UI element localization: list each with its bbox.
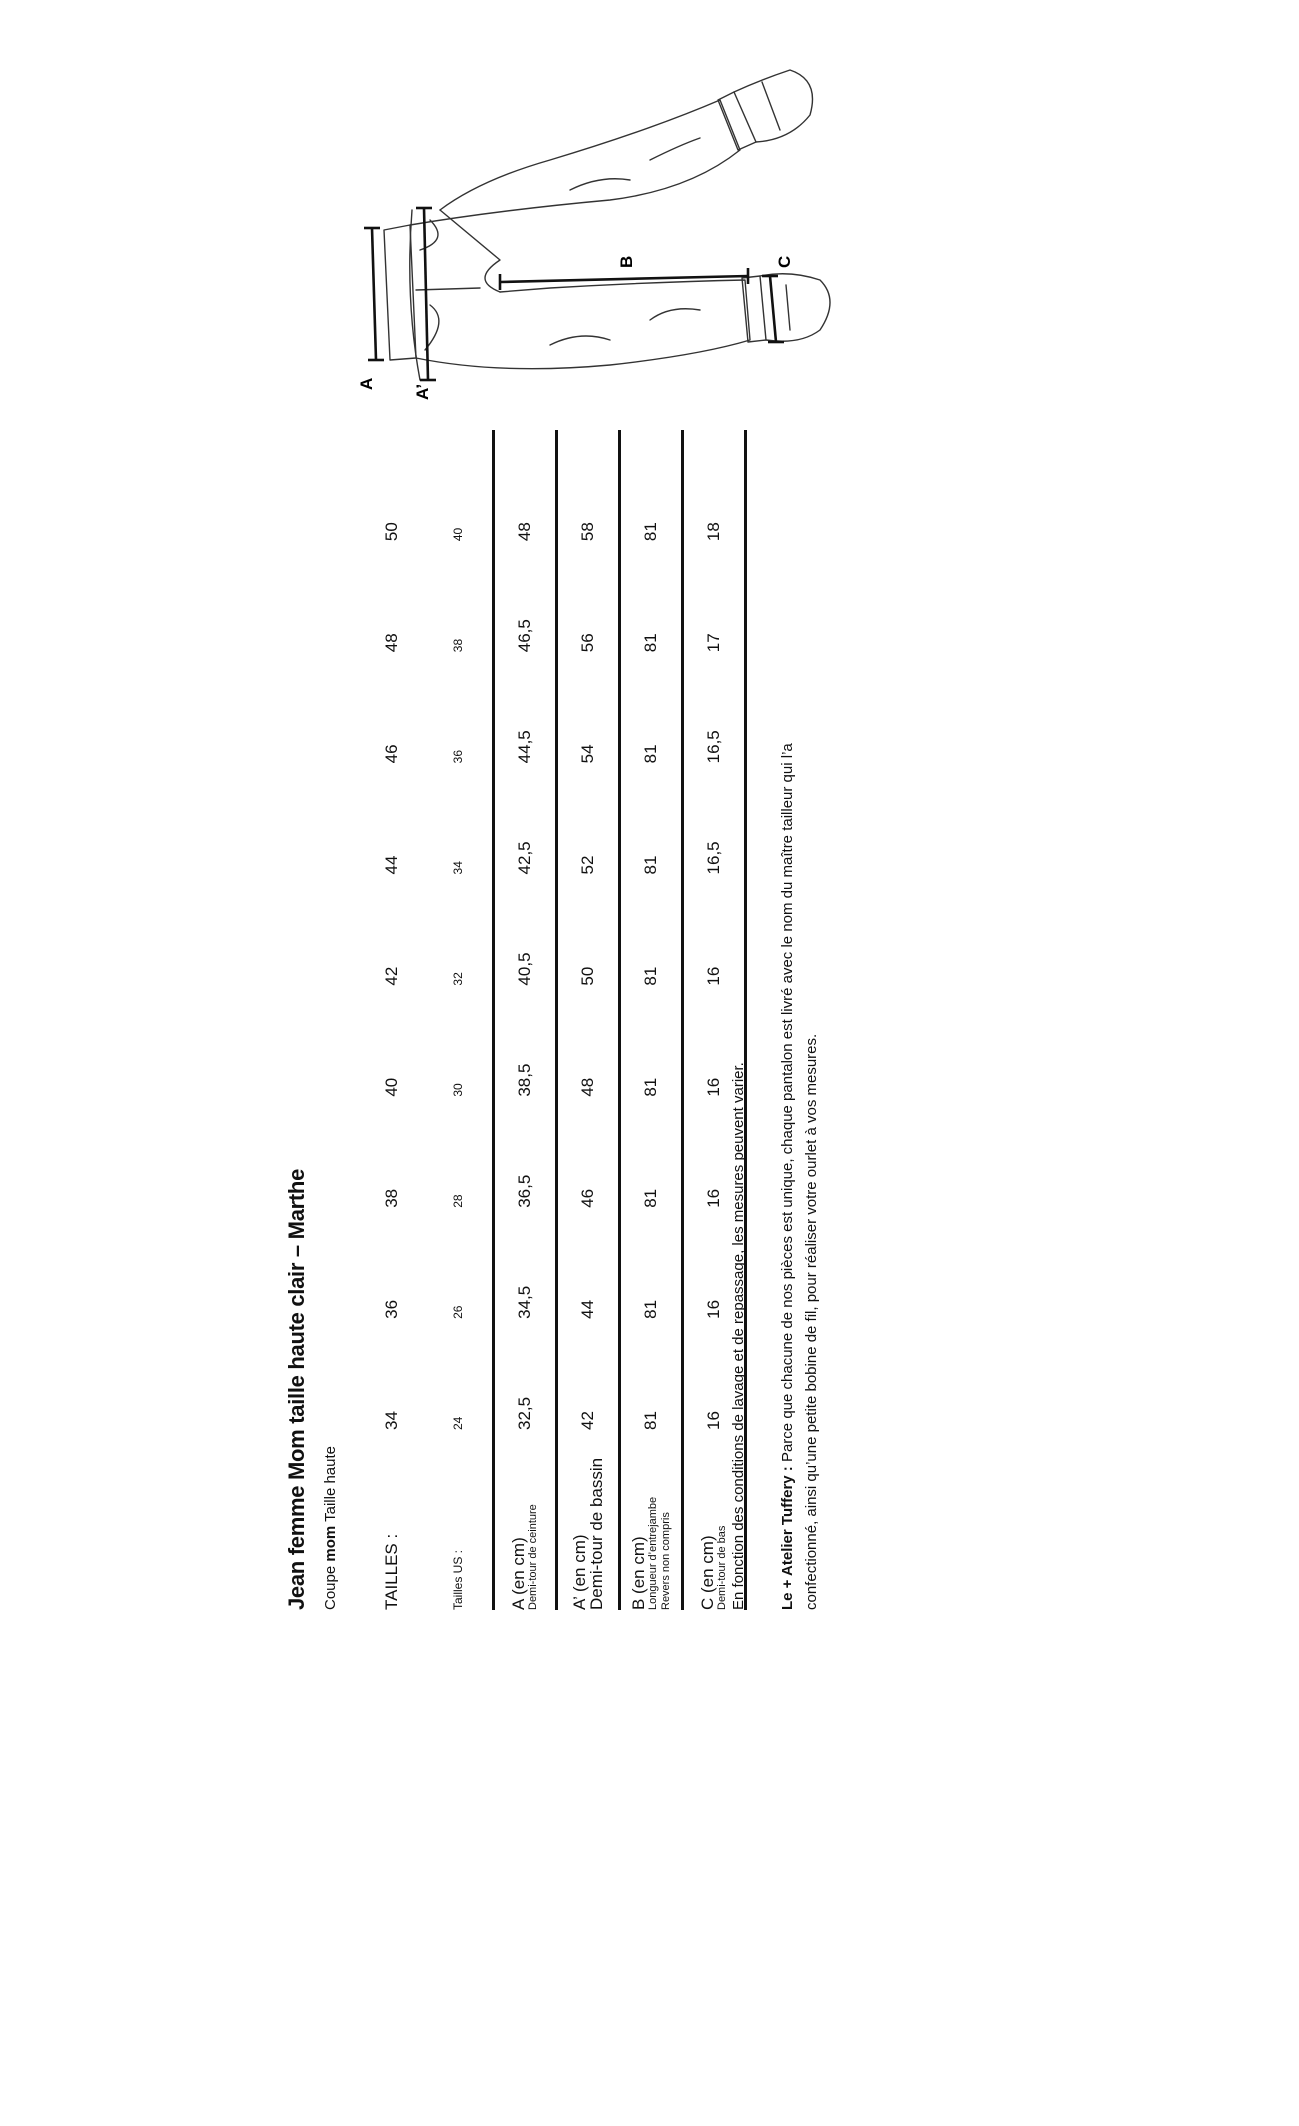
measurement-value: 17 xyxy=(683,541,746,652)
measurement-value: 46,5 xyxy=(494,541,557,652)
measurement-value: 16 xyxy=(683,986,746,1097)
size-cell: 46 xyxy=(382,744,401,764)
measurement-value: 44 xyxy=(557,1208,620,1319)
measurement-value: 81 xyxy=(620,763,683,874)
us-size-cell: 28 xyxy=(424,1097,494,1208)
measurement-value: 48 xyxy=(494,430,557,541)
label-a-prime: A’ xyxy=(413,383,432,400)
us-size-cell: 24 xyxy=(424,1319,494,1430)
jeans-sketch-icon xyxy=(350,30,850,400)
measurement-value: 81 xyxy=(620,1208,683,1319)
label-c: C xyxy=(775,255,794,268)
measurement-value: 16,5 xyxy=(683,652,746,763)
measurement-value: 36,5 xyxy=(494,1097,557,1208)
measurement-desc: Demi-tour de bas xyxy=(716,1525,728,1610)
measurement-desc: Demi-tour de bassin xyxy=(587,1457,606,1610)
measurement-label xyxy=(557,1430,620,1610)
measurement-desc: Demi-tour de ceinture xyxy=(527,1504,539,1610)
measurement-value: 54 xyxy=(557,652,620,763)
size-cell: 48 xyxy=(382,633,401,653)
us-size-cell: 40 xyxy=(424,430,494,541)
atelier-note: Le + Atelier Tuffery : Parce que chacune de nos pièces est unique, chaque pantalon est livré avec le nom du maître tailleur qui l’a confectionné, ainsi qu’une petite bobine de fil, pour réaliser votre ourlet à vos mesures. xyxy=(779,743,820,1610)
measurement-value: 16,5 xyxy=(683,763,746,874)
measurement-code: C (en cm) xyxy=(698,1535,717,1610)
measurement-desc: Longueur d’entrejambe xyxy=(646,1496,659,1610)
measurement-value: 38,5 xyxy=(494,986,557,1097)
measurement-value: 81 xyxy=(620,541,683,652)
measurement-value: 32,5 xyxy=(494,1319,557,1430)
measurement-label xyxy=(620,1430,683,1610)
size-table xyxy=(360,430,747,1610)
measurement-value: 52 xyxy=(557,763,620,874)
sizes-label: TAILLES : xyxy=(382,1533,401,1610)
measurement-value: 16 xyxy=(683,1208,746,1319)
measurement-desc-2: Revers non compris xyxy=(659,1512,672,1610)
size-cell: 44 xyxy=(382,855,401,875)
page-title: Jean femme Mom taille haute clair – Marthe xyxy=(284,1168,309,1610)
size-cell: 36 xyxy=(382,1299,401,1319)
measurement-value: 81 xyxy=(620,1319,683,1430)
us-sizes-row xyxy=(424,430,494,1610)
label-a: A xyxy=(357,377,376,390)
measurement-value: 46 xyxy=(557,1097,620,1208)
us-size-cell: 30 xyxy=(424,986,494,1097)
measurement-value: 18 xyxy=(683,430,746,541)
measurement-code: A (en cm) xyxy=(509,1537,528,1610)
measurement-value: 81 xyxy=(620,430,683,541)
measurement-value: 48 xyxy=(557,986,620,1097)
measurement-value: 58 xyxy=(557,430,620,541)
measurement-value: 44,5 xyxy=(494,652,557,763)
sizes-row xyxy=(360,430,424,1610)
measurement-value: 42 xyxy=(557,1319,620,1430)
page-subtitle: Coupe mom Taille haute xyxy=(322,1445,339,1610)
size-cell: 38 xyxy=(382,1188,401,1208)
measurement-code: B (en cm) xyxy=(628,1536,648,1610)
label-b: B xyxy=(617,255,636,268)
measurement-value: 16 xyxy=(683,1097,746,1208)
measurement-value: 42,5 xyxy=(494,763,557,874)
us-sizes-label: Tailles US : xyxy=(424,1430,494,1610)
measurement-value: 50 xyxy=(557,874,620,985)
measurement-value: 81 xyxy=(620,874,683,985)
washing-note: En fonction des conditions de lavage et de repassage, les mesures peuvent varier. xyxy=(730,1062,747,1610)
size-cell: 34 xyxy=(382,1411,401,1430)
measurement-value: 34,5 xyxy=(494,1208,557,1319)
measurement-row xyxy=(620,430,683,1610)
measurement-value: 40,5 xyxy=(494,874,557,985)
measurement-value: 81 xyxy=(620,986,683,1097)
measurement-value: 56 xyxy=(557,541,620,652)
us-size-cell: 36 xyxy=(424,652,494,763)
us-size-cell: 38 xyxy=(424,541,494,652)
us-size-cell: 34 xyxy=(424,763,494,874)
size-cell: 50 xyxy=(382,522,401,542)
measurement-value: 81 xyxy=(620,1097,683,1208)
measurement-value: 81 xyxy=(620,652,683,763)
us-size-cell: 32 xyxy=(424,874,494,985)
size-guide-sheet xyxy=(260,10,1210,1610)
size-cell: 42 xyxy=(382,966,401,986)
measurement-value: 16 xyxy=(683,1319,746,1430)
measurement-row xyxy=(494,430,557,1610)
size-cell: 40 xyxy=(382,1077,401,1097)
us-size-cell: 26 xyxy=(424,1208,494,1319)
measurement-label xyxy=(494,1430,557,1610)
measurement-row xyxy=(557,430,620,1610)
measurement-value: 16 xyxy=(683,874,746,985)
measurement-code: A’ (en cm) xyxy=(570,1534,589,1610)
